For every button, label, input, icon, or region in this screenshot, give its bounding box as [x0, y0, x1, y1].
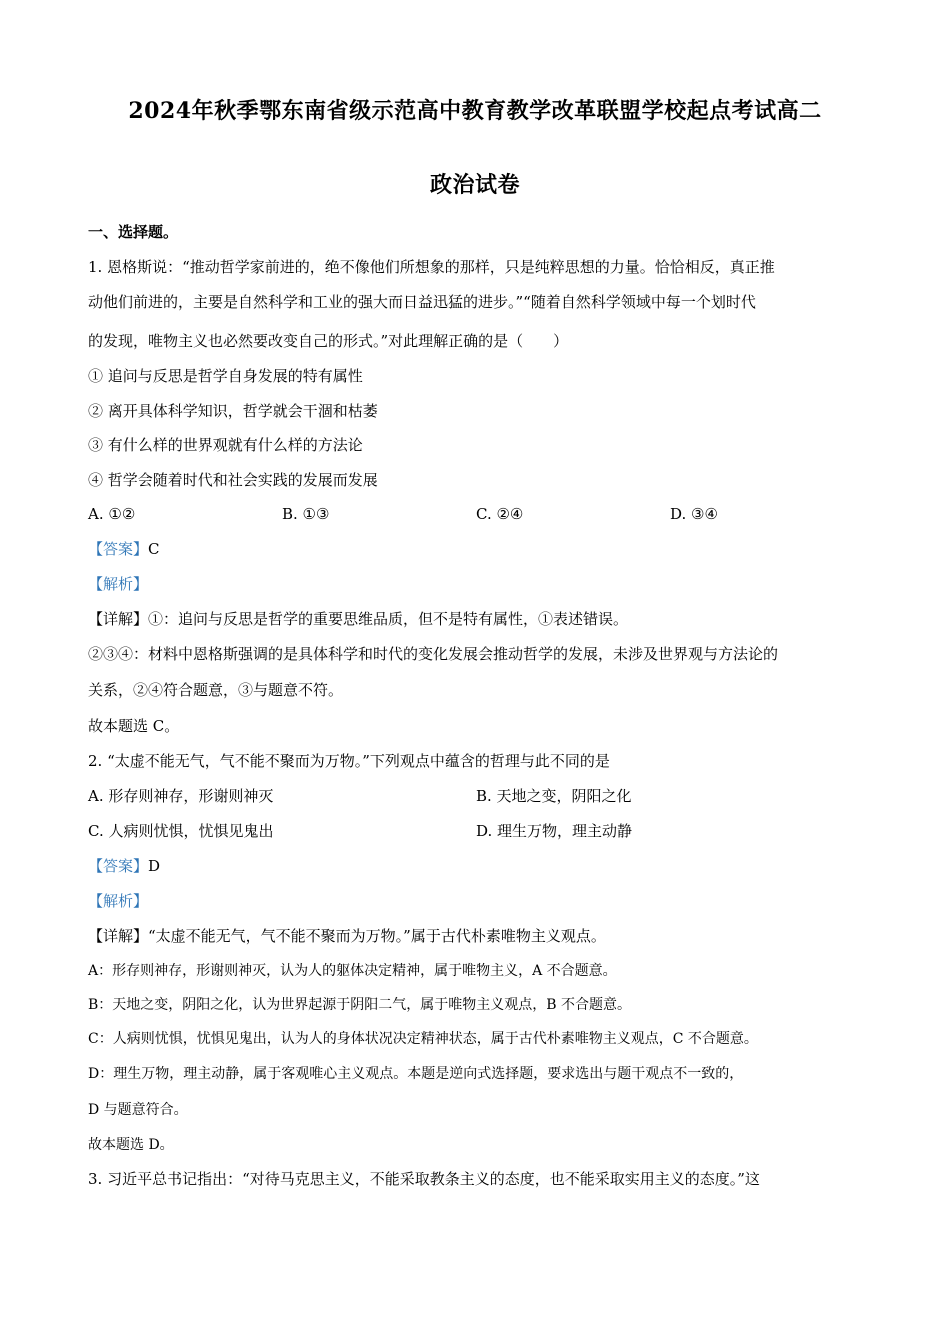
- q1-option-d: D. ③④: [670, 505, 718, 523]
- q2-option-b: B. 天地之变，阴阳之化: [476, 787, 632, 805]
- q1-detail-tag: 【详解】: [88, 610, 149, 628]
- title-line-2: 政治试卷: [429, 172, 520, 198]
- q1-stem-line-1: 1. 恩格斯说：“推动哲学家前进的，绝不像他们所想象的那样，只是纯粹思想的力量。恰恰相反，真正推: [88, 258, 775, 276]
- q2-analysis-c: C：人病则忧惧，忧惧见鬼出，认为人的身体状况决定精神状态，属于古代朴素唯物主义观点，C 不合题意。: [88, 1031, 758, 1047]
- q1-option-b: B. ①③: [282, 505, 330, 523]
- q1-stem-line-3: 的发现，唯物主义也必然要改变自己的形式。”对此理解正确的是（ ）: [88, 332, 569, 350]
- q2-option-c: C. 人病则忧惧，忧惧见鬼出: [88, 822, 274, 840]
- q1-conclusion: 故本题选 C。: [88, 717, 180, 735]
- q1-item-1: ① 追问与反思是哲学自身发展的特有属性: [88, 367, 363, 385]
- q2-stem: 2. “太虚不能无气，气不能不聚而为万物。”下列观点中蕴含的哲理与此不同的是: [88, 752, 610, 770]
- q1-analysis-tag: 【解析】: [88, 575, 149, 593]
- q1-option-c: C. ②④: [476, 505, 524, 523]
- q1-item-4: ④ 哲学会随着时代和社会实践的发展而发展: [88, 471, 378, 489]
- q1-answer-value: C: [148, 540, 160, 558]
- q2-analysis-a: A：形存则神存，形谢则神灭，认为人的躯体决定精神，属于唯物主义，A 不合题意。: [88, 963, 617, 979]
- q2-analysis-tag: 【解析】: [88, 892, 149, 910]
- q2-analysis-b: B：天地之变，阴阳之化，认为世界起源于阴阳二气，属于唯物主义观点，B 不合题意。: [88, 997, 632, 1013]
- title-line-1: 2024年秋季鄂东南省级示范高中教育教学改革联盟学校起点考试高二: [128, 98, 822, 124]
- q2-answer-tag: 【答案】: [88, 857, 149, 875]
- q3-stem-line-1: 3. 习近平总书记指出：“对待马克思主义，不能采取教条主义的态度，也不能采取实用主义的态度。”这: [88, 1170, 760, 1188]
- section-heading: 一、选择题。: [88, 223, 179, 241]
- q1-detail-text-1: ①：追问与反思是哲学的重要思维品质，但不是特有属性，①表述错误。: [148, 610, 629, 628]
- q1-item-2: ② 离开具体科学知识，哲学就会干涸和枯萎: [88, 402, 378, 420]
- q2-option-a: A. 形存则神存，形谢则神灭: [88, 787, 274, 805]
- q1-item-3: ③ 有什么样的世界观就有什么样的方法论: [88, 436, 363, 454]
- q2-conclusion: 故本题选 D。: [88, 1137, 174, 1153]
- q1-detail-line-3: 关系，②④符合题意，③与题意不符。: [88, 681, 344, 699]
- q2-analysis-d-line-1: D：理生万物，理主动静，属于客观唯心主义观点。本题是逆向式选择题，要求选出与题干观点不一致的，: [88, 1066, 744, 1082]
- q1-answer-tag: 【答案】: [88, 540, 149, 558]
- q2-detail-line-1: [88, 926, 606, 946]
- q1-stem-line-2: 动他们前进的，主要是自然科学和工业的强大而日益迅猛的进步。”“随着自然科学领域中每一个划时代: [88, 293, 756, 311]
- q1-answer: [88, 539, 160, 559]
- q2-answer-value: D: [148, 857, 161, 875]
- q1-option-a: A. ①②: [88, 505, 136, 523]
- q1-detail-line-2: ②③④：材料中恩格斯强调的是具体科学和时代的变化发展会推动哲学的发展，未涉及世界观与方法论的: [88, 645, 779, 663]
- q2-answer: [88, 856, 160, 876]
- q2-analysis-d-line-2: D 与题意符合。: [88, 1102, 188, 1118]
- q1-detail-line-1: [88, 609, 628, 629]
- q2-detail-tag: 【详解】: [88, 927, 149, 945]
- q2-option-d: D. 理生万物，理主动静: [476, 822, 633, 840]
- q2-detail-text-1: “太虚不能无气，气不能不聚而为万物。”属于古代朴素唯物主义观点。: [148, 927, 606, 945]
